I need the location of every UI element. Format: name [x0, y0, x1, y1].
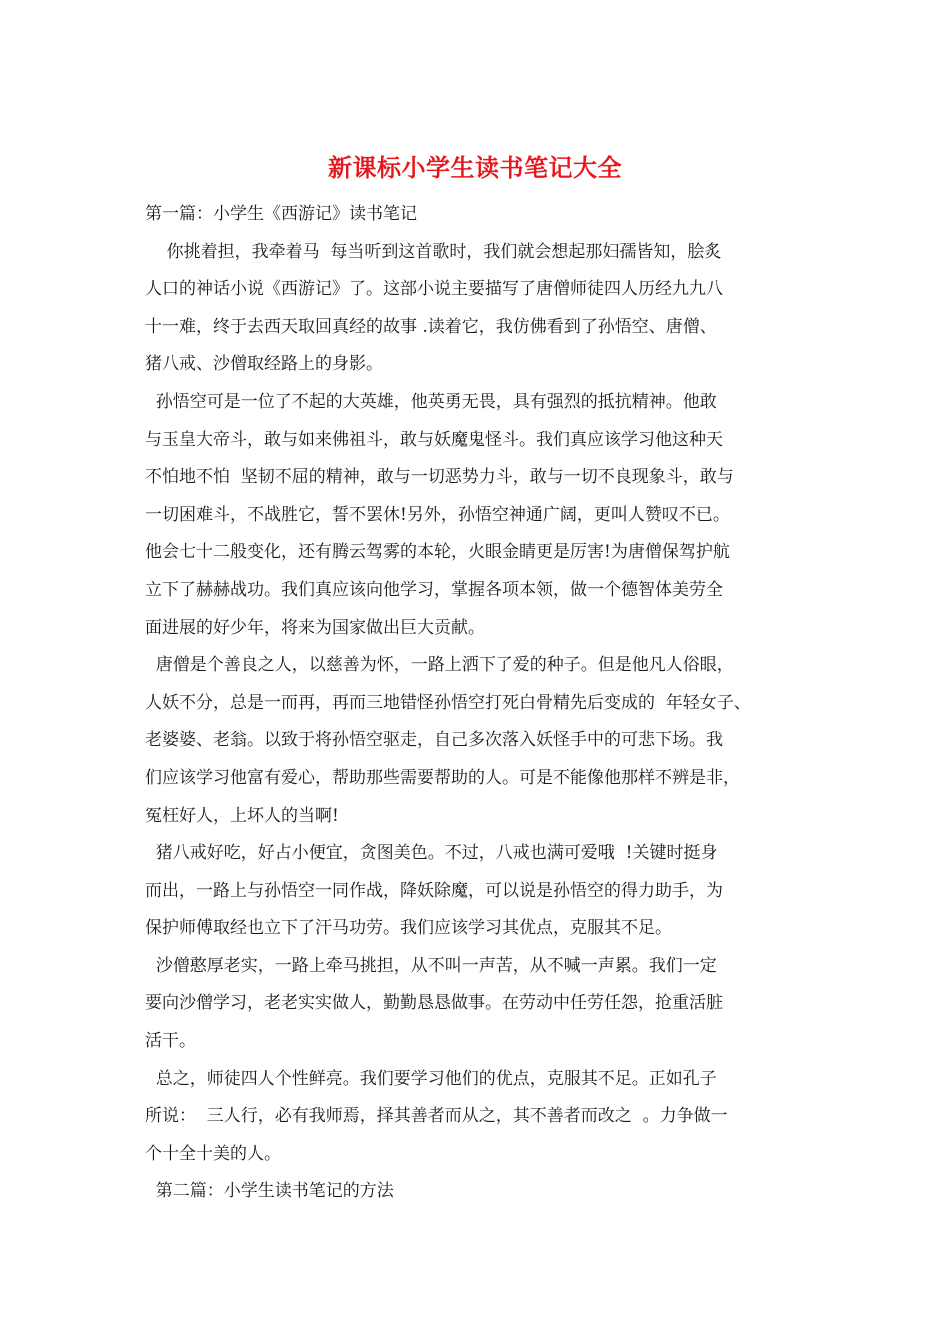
- body-line: 立下了赫赫战功。我们真应该向他学习，掌握各项本领，做一个德智体美劳全: [145, 579, 723, 600]
- body-line: 一切困难斗，不战胜它，誓不罢休!另外，孙悟空神通广阔，更叫人赞叹不已。: [145, 504, 730, 525]
- body-line: 人口的神话小说《西游记》了。这部小说主要描写了唐僧师徒四人历经九九八: [145, 279, 723, 300]
- body-line: 们应该学习他富有爱心，帮助那些需要帮助的人。可是不能像他那样不辨是非，: [145, 767, 740, 788]
- section-heading-1: 第一篇：小学生《西游记》读书笔记: [145, 204, 417, 224]
- body-line: 唐僧是个善良之人，以慈善为怀，一路上洒下了爱的种子。但是他凡人俗眼，: [145, 655, 734, 676]
- body-line: 要向沙僧学习，老老实实做人，勤勤恳恳做事。在劳动中任劳任怨，抢重活脏: [145, 993, 723, 1014]
- body-line: 人妖不分，总是一而再，再而三地错怪孙悟空打死白骨精先后变成的 年轻女子、: [145, 692, 751, 713]
- body-line: 所说： 三人行，必有我师焉，择其善者而从之，其不善者而改之 。力争做一: [145, 1106, 728, 1127]
- body-line: 面进展的好少年，将来为国家做出巨大贡献。: [145, 617, 485, 638]
- body-line: 冤枉好人，上坏人的当啊!: [145, 805, 339, 826]
- body-line: 猪八戒好吃，好占小便宜，贪图美色。不过，八戒也满可爱哦 !关键时挺身: [145, 843, 718, 864]
- section-heading-2: 第二篇：小学生读书笔记的方法: [145, 1181, 394, 1202]
- body-line: 活干。: [145, 1031, 196, 1052]
- body-line: 与玉皇大帝斗，敢与如来佛祖斗，敢与妖魔鬼怪斗。我们真应该学习他这种天: [145, 429, 723, 450]
- body-line: 沙僧憨厚老实，一路上牵马挑担，从不叫一声苦，从不喊一声累。我们一定: [145, 955, 717, 976]
- body-line: 保护师傅取经也立下了汗马功劳。我们应该学习其优点，克服其不足。: [145, 918, 672, 939]
- body-line: 孙悟空可是一位了不起的大英雄，他英勇无畏，具有强烈的抵抗精神。他敢: [145, 391, 717, 412]
- body-line: 十一难，终于去西天取回真经的故事 .读着它，我仿佛看到了孙悟空、唐僧、: [145, 316, 717, 337]
- document-body: [145, 196, 810, 1211]
- body-line: 不怕地不怕 坚韧不屈的精神，敢与一切恶势力斗，敢与一切不良现象斗，敢与: [145, 467, 734, 488]
- document-title: 新课标小学生读书笔记大全: [328, 153, 622, 182]
- body-line: 猪八戒、沙僧取经路上的身影。: [145, 354, 383, 375]
- body-line: 总之，师徒四人个性鲜亮。我们要学习他们的优点，克服其不足。正如孔子: [145, 1068, 717, 1089]
- body-line: 他会七十二般变化，还有腾云驾雾的本轮，火眼金睛更是厉害!为唐僧保驾护航: [145, 542, 730, 563]
- body-line: 老婆婆、老翁。以致于将孙悟空驱走，自己多次落入妖怪手中的可悲下场。我: [145, 730, 723, 751]
- body-line: 个十全十美的人。: [145, 1143, 281, 1164]
- body-line: 而出，一路上与孙悟空一同作战，降妖除魔，可以说是孙悟空的得力助手，为: [145, 880, 723, 901]
- body-line: 你挑着担，我牵着马 每当听到这首歌时，我们就会想起那妇孺皆知，脍炙: [145, 241, 722, 262]
